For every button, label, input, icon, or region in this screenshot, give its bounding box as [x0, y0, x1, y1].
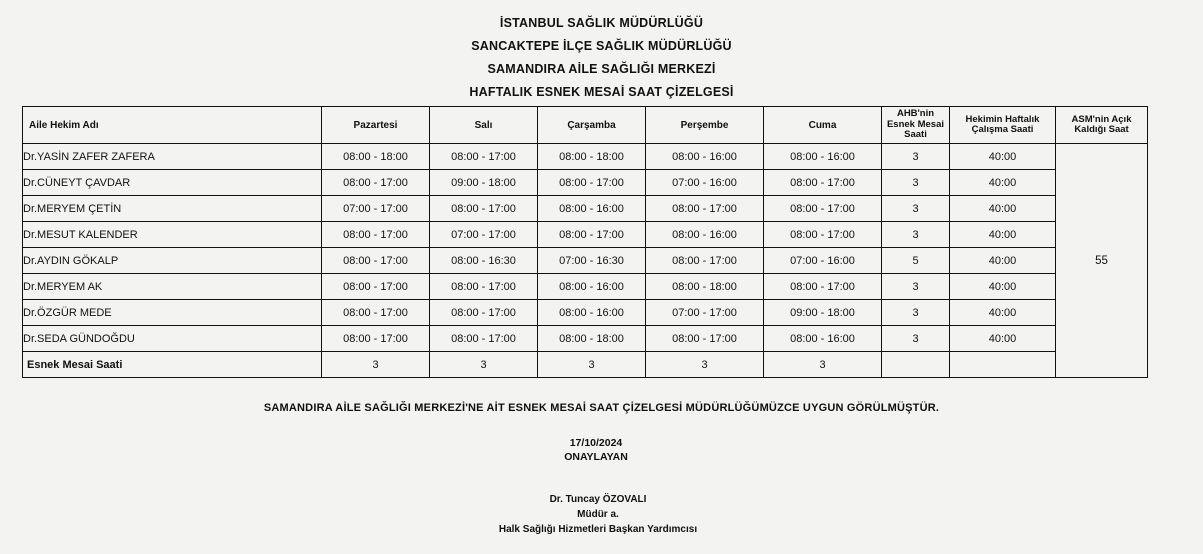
header-line-center: SAMANDIRA AİLE SAĞLIĞI MERKEZİ [487, 62, 716, 76]
column-header-monday: Pazartesi [322, 107, 430, 144]
shift-time-cell: 08:00 - 17:00 [646, 248, 764, 274]
shift-time-cell: 08:00 - 17:00 [764, 274, 882, 300]
shift-time-cell: 08:00 - 17:00 [322, 274, 430, 300]
shift-time-cell: 08:00 - 17:00 [322, 248, 430, 274]
flex-hours-cell: 3 [882, 222, 950, 248]
approval-date: 17/10/2024 [569, 437, 623, 449]
doctor-name-cell: Dr.ÖZGÜR MEDE [23, 300, 322, 326]
column-header-flex-hours: AHB'nin Esnek Mesai Saati [882, 107, 950, 144]
shift-time-cell: 08:00 - 17:00 [322, 222, 430, 248]
table-row [23, 274, 1148, 300]
shift-time-cell: 08:00 - 16:00 [646, 144, 764, 170]
shift-time-cell: 08:00 - 17:00 [764, 196, 882, 222]
column-header-wednesday: Çarşamba [538, 107, 646, 144]
column-header-open-hours: ASM'nin Açık Kaldığı Saat [1056, 107, 1148, 144]
empty-cell [950, 352, 1056, 378]
doctor-name-cell: Dr.MESUT KALENDER [23, 222, 322, 248]
signatory-title: Müdür a. [577, 509, 619, 520]
totals-row [23, 352, 1148, 378]
doctor-name-cell: Dr.CÜNEYT ÇAVDAR [23, 170, 322, 196]
shift-time-cell: 08:00 - 17:00 [430, 274, 538, 300]
shift-time-cell: 07:00 - 16:00 [764, 248, 882, 274]
shift-time-cell: 08:00 - 17:00 [322, 300, 430, 326]
table-row [23, 196, 1148, 222]
shift-time-cell: 07:00 - 16:30 [538, 248, 646, 274]
signatory-position: Halk Sağlığı Hizmetleri Başkan Yardımcısı [498, 524, 698, 535]
daily-flex-total-cell: 3 [322, 352, 430, 378]
shift-time-cell: 08:00 - 17:00 [430, 196, 538, 222]
shift-time-cell: 08:00 - 16:00 [538, 196, 646, 222]
shift-time-cell: 08:00 - 17:00 [538, 222, 646, 248]
doctor-name-cell: Dr.SEDA GÜNDOĞDU [23, 326, 322, 352]
shift-time-cell: 08:00 - 18:00 [646, 274, 764, 300]
center-open-hours-cell: 55 [1056, 144, 1148, 378]
weekly-hours-cell: 40:00 [950, 248, 1056, 274]
table-row [23, 170, 1148, 196]
signatory-name: Dr. Tuncay ÖZOVALI [549, 494, 647, 505]
doctor-name-cell: Dr.YASİN ZAFER ZAFERA [23, 144, 322, 170]
shift-time-cell: 07:00 - 17:00 [322, 196, 430, 222]
shift-time-cell: 08:00 - 17:00 [322, 326, 430, 352]
shift-time-cell: 08:00 - 18:00 [538, 326, 646, 352]
shift-time-cell: 08:00 - 17:00 [430, 326, 538, 352]
doctor-name-cell: Dr.MERYEM AK [23, 274, 322, 300]
shift-time-cell: 08:00 - 17:00 [538, 170, 646, 196]
approver-label: ONAYLAYAN [564, 451, 628, 463]
schedule-table [22, 106, 1148, 378]
column-header-thursday: Perşembe [646, 107, 764, 144]
shift-time-cell: 09:00 - 18:00 [764, 300, 882, 326]
shift-time-cell: 08:00 - 17:00 [764, 222, 882, 248]
header-line-district: SANCAKTEPE İLÇE SAĞLIK MÜDÜRLÜĞÜ [471, 39, 732, 53]
header-line-province: İSTANBUL SAĞLIK MÜDÜRLÜĞÜ [499, 16, 704, 30]
weekly-hours-cell: 40:00 [950, 144, 1056, 170]
column-header-name: Aile Hekim Adı [23, 107, 322, 144]
empty-cell [882, 352, 950, 378]
flex-hours-cell: 3 [882, 196, 950, 222]
shift-time-cell: 08:00 - 16:00 [764, 144, 882, 170]
daily-flex-total-cell: 3 [646, 352, 764, 378]
doctor-name-cell: Dr.AYDIN GÖKALP [23, 248, 322, 274]
flex-hours-cell: 3 [882, 326, 950, 352]
weekly-hours-cell: 40:00 [950, 300, 1056, 326]
column-header-friday: Cuma [764, 107, 882, 144]
shift-time-cell: 08:00 - 16:00 [646, 222, 764, 248]
table-row [23, 300, 1148, 326]
flex-hours-cell: 5 [882, 248, 950, 274]
shift-time-cell: 08:00 - 17:00 [322, 170, 430, 196]
shift-time-cell: 09:00 - 18:00 [430, 170, 538, 196]
totals-label-cell: Esnek Mesai Saati [23, 352, 322, 378]
shift-time-cell: 08:00 - 18:00 [538, 144, 646, 170]
header-line-title: HAFTALIK ESNEK MESAİ SAAT ÇİZELGESİ [469, 85, 734, 99]
shift-time-cell: 08:00 - 17:00 [764, 170, 882, 196]
table-header-row [23, 107, 1148, 144]
document-header [0, 12, 1203, 104]
table-row [23, 144, 1148, 170]
shift-time-cell: 08:00 - 16:00 [764, 326, 882, 352]
shift-time-cell: 08:00 - 17:00 [430, 300, 538, 326]
weekly-hours-cell: 40:00 [950, 222, 1056, 248]
shift-time-cell: 07:00 - 17:00 [646, 300, 764, 326]
flex-hours-cell: 3 [882, 274, 950, 300]
table-row [23, 248, 1148, 274]
daily-flex-total-cell: 3 [764, 352, 882, 378]
doctor-name-cell: Dr.MERYEM ÇETİN [23, 196, 322, 222]
shift-time-cell: 08:00 - 17:00 [646, 196, 764, 222]
shift-time-cell: 07:00 - 16:00 [646, 170, 764, 196]
shift-time-cell: 08:00 - 16:00 [538, 300, 646, 326]
signature-block [448, 492, 748, 537]
weekly-hours-cell: 40:00 [950, 196, 1056, 222]
shift-time-cell: 08:00 - 17:00 [430, 144, 538, 170]
shift-time-cell: 08:00 - 16:30 [430, 248, 538, 274]
flex-hours-cell: 3 [882, 144, 950, 170]
flex-hours-cell: 3 [882, 170, 950, 196]
shift-time-cell: 08:00 - 18:00 [322, 144, 430, 170]
approval-statement: SAMANDIRA AİLE SAĞLIĞI MERKEZİ'NE AİT ESNEK MESAİ SAAT ÇİZELGESİ MÜDÜRLÜĞÜMÜZCE UYGUN GÖRÜLMÜŞTÜR. [263, 402, 940, 414]
shift-time-cell: 08:00 - 17:00 [646, 326, 764, 352]
weekly-hours-cell: 40:00 [950, 326, 1056, 352]
approval-date-block [496, 436, 696, 464]
daily-flex-total-cell: 3 [430, 352, 538, 378]
column-header-tuesday: Salı [430, 107, 538, 144]
weekly-hours-cell: 40:00 [950, 274, 1056, 300]
flex-hours-cell: 3 [882, 300, 950, 326]
shift-time-cell: 07:00 - 17:00 [430, 222, 538, 248]
daily-flex-total-cell: 3 [538, 352, 646, 378]
table-row [23, 326, 1148, 352]
shift-time-cell: 08:00 - 16:00 [538, 274, 646, 300]
weekly-hours-cell: 40:00 [950, 170, 1056, 196]
table-row [23, 222, 1148, 248]
column-header-weekly-hours: Hekimin Haftalık Çalışma Saati [950, 107, 1056, 144]
